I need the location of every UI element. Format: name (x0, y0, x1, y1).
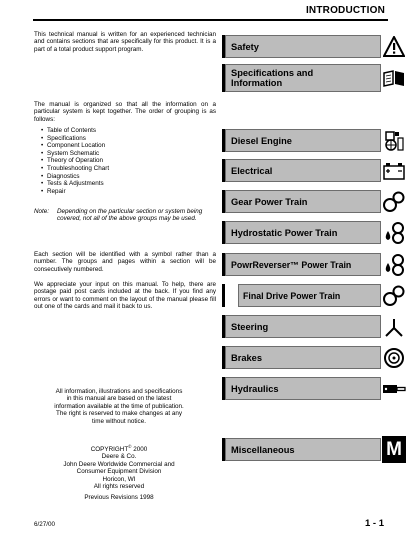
tab-steering[interactable] (225, 315, 381, 338)
final-drive-icon (382, 284, 406, 307)
tab-miscellaneous[interactable] (225, 438, 381, 461)
tab-label: Diesel Engine (231, 135, 292, 146)
list-item: • Specifications (47, 135, 109, 143)
tab-label: Electrical (231, 165, 273, 176)
tab-hydrostatic-power-train[interactable] (225, 221, 381, 244)
grouping-list (47, 127, 109, 195)
tab-label: Hydraulics (231, 383, 279, 394)
tab-safety[interactable] (225, 35, 381, 58)
tab-label: Miscellaneous (231, 444, 295, 455)
list-item: • Repair (47, 188, 109, 196)
tab-label: PowrReverser™ Power Train (231, 259, 352, 270)
header-rule (33, 19, 388, 21)
list-item: • Theory of Operation (47, 157, 109, 165)
page-title: INTRODUCTION (305, 5, 385, 16)
tab-label: Final Drive Power Train (243, 290, 341, 301)
steering-icon (382, 315, 406, 338)
intro-paragraph: This technical manual is written for an experienced technician and contains sections that are specifically for this product. It is a part of a total product support program. (34, 31, 216, 53)
letter-m-icon (382, 436, 406, 463)
tab-hydraulics[interactable] (225, 377, 381, 400)
organization-paragraph: The manual is organized so that all the information on a particular system is kept together. The order of grouping is as follows: (34, 101, 216, 123)
brake-disc-icon (382, 346, 406, 369)
tab-label: Safety (231, 41, 259, 52)
tab-specifications[interactable] (225, 64, 381, 92)
list-item: • Component Location (47, 142, 109, 150)
copyright-mark: © (128, 443, 132, 449)
copyright-year: 2000 (133, 446, 148, 453)
note-label: Note: (34, 208, 50, 215)
tab-label: Hydrostatic Power Train (231, 227, 338, 238)
copyright-location: Horicon, WI (102, 475, 136, 483)
copyright-rights: All rights reserved (93, 483, 145, 491)
warning-triangle-icon (382, 35, 406, 58)
engine-icon (382, 129, 406, 152)
tab-electrical[interactable] (225, 159, 381, 182)
tab-label-line: Information (231, 78, 283, 88)
copyright-company: Deere & Co. (101, 453, 137, 461)
tab-label: Gear Power Train (231, 196, 308, 207)
feedback-paragraph: We appreciate your input on this manual. To help, there are postage paid post cards included at the back. If you find any errors or want to comment on the layout of the manual please fill out one of the cards and mail it back to us. (34, 281, 216, 310)
footer-date: 6/27/00 (34, 521, 56, 528)
tab-label: Brakes (231, 352, 263, 363)
list-item: • Table of Contents (47, 127, 109, 135)
tab-diesel-engine[interactable] (225, 129, 381, 152)
tab-powrreverser-power-train[interactable] (225, 253, 381, 276)
page-number: 1 - 1 (364, 518, 384, 529)
gears-icon (382, 190, 406, 213)
list-item: • Troubleshooting Chart (47, 165, 109, 173)
copyright-division: Consumer Equipment Division (76, 468, 162, 476)
hydraulic-cylinder-icon (382, 377, 406, 400)
tab-strip (222, 284, 225, 307)
tab-gear-power-train[interactable] (225, 190, 381, 213)
note (34, 208, 216, 223)
note-text: Depending on the particular section or system being covered, not all of the above groups may be used. (57, 208, 203, 223)
copyright-word: COPYRIGHT (90, 446, 129, 453)
copyright-division: John Deere Worldwide Commercial and (63, 460, 175, 468)
info-notice: All information, illustrations and specifications in this manual are based on the latest information available at the time of publication. The right is reserved to make changes at any time without notice. (54, 388, 184, 425)
symbols-paragraph: Each section will be identified with a symbol rather than a number. The groups and pages within a section will be consecutively numbered. (34, 251, 216, 273)
list-item: • System Schematic (47, 150, 109, 158)
tab-label (231, 68, 313, 88)
tab-label: Steering (231, 321, 269, 332)
book-icon (382, 66, 406, 89)
battery-icon (382, 159, 406, 182)
tab-final-drive-power-train[interactable] (238, 284, 381, 307)
list-item: • Tests & Adjustments (47, 180, 109, 188)
reverser-gears-icon (382, 253, 406, 276)
copyright-block (54, 443, 184, 502)
list-item: • Diagnostics (47, 173, 109, 181)
letter-m-glyph: M (386, 439, 402, 460)
tab-label-line: Specifications and (231, 68, 314, 78)
tab-brakes[interactable] (225, 346, 381, 369)
copyright-line (54, 443, 184, 453)
previous-revisions: Previous Revisions 1998 (84, 494, 154, 502)
hydro-gears-icon (382, 221, 406, 244)
